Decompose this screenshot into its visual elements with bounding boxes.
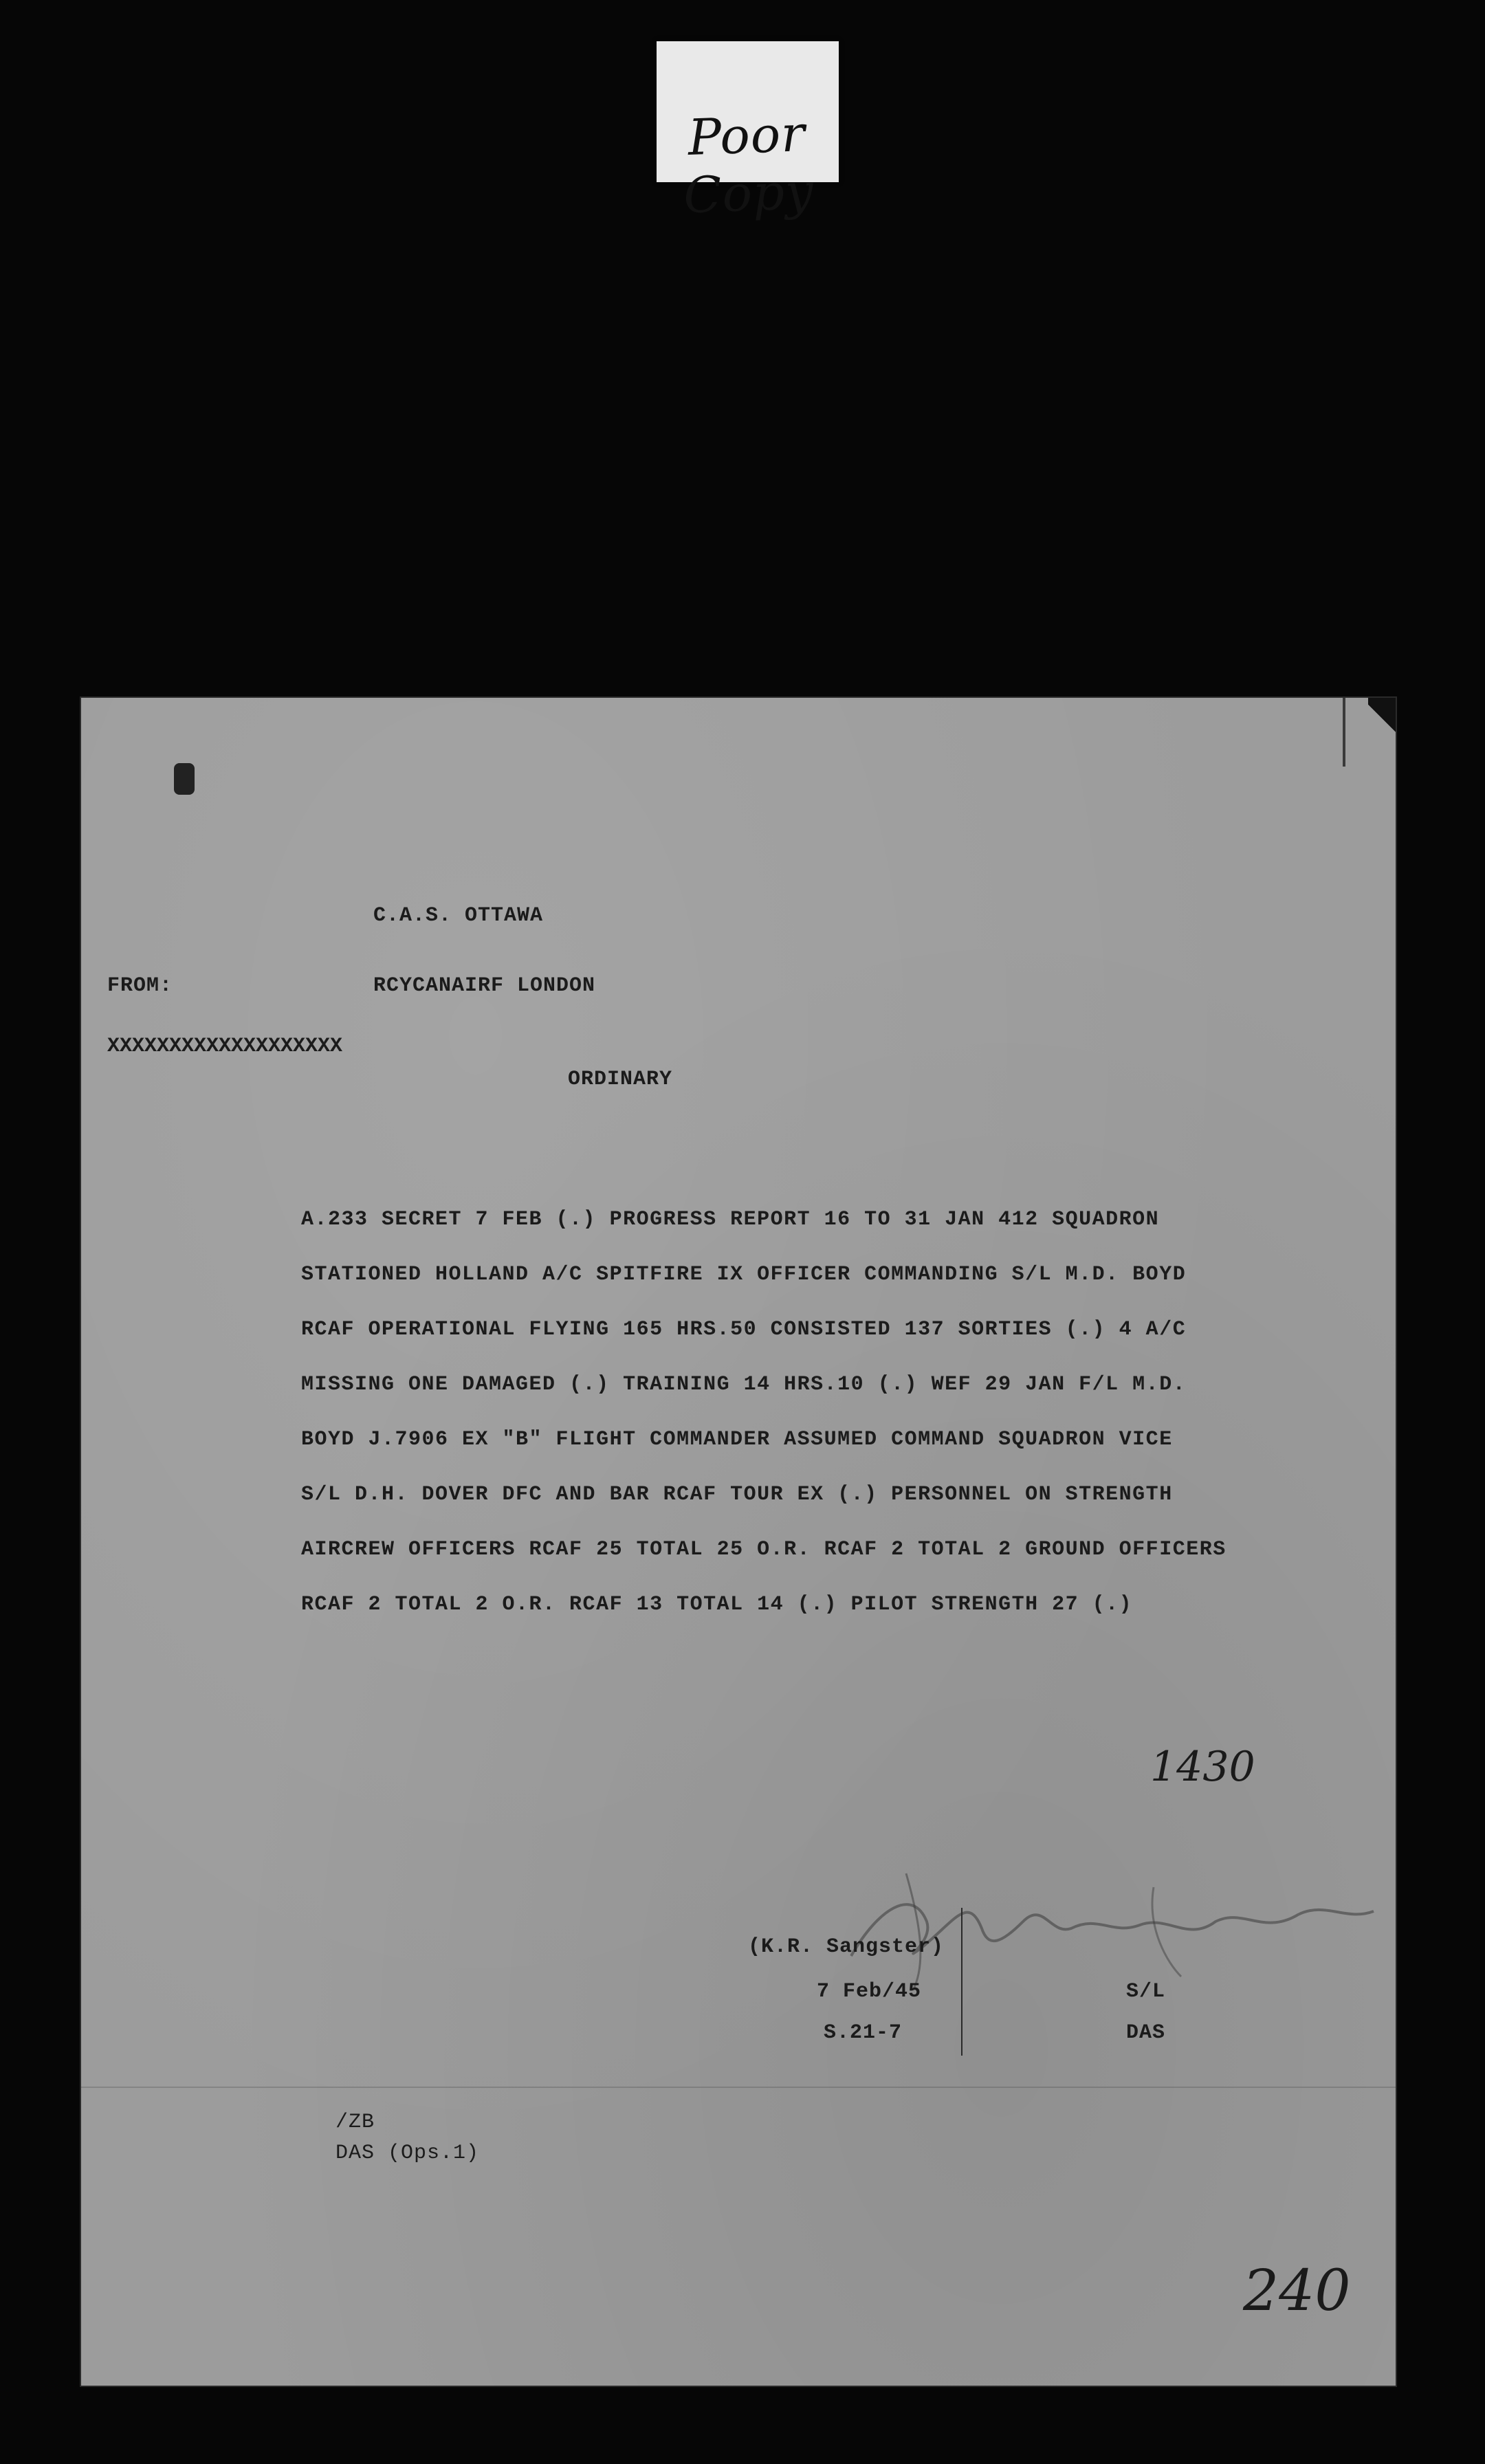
message-line: RCAF 2 TOTAL 2 O.R. RCAF 13 TOTAL 14 (.) PILOT STRENGTH 27 (.) — [301, 1593, 1133, 1616]
message-line: BOYD J.7906 EX "B" FLIGHT COMMANDER ASSUMED COMMAND SQUADRON VICE — [301, 1428, 1173, 1451]
signatory-name: (K.R. Sangster) — [748, 1935, 945, 1959]
message-line: A.233 SECRET 7 FEB (.) PROGRESS REPORT 16 TO 31 JAN 412 SQUADRON — [301, 1208, 1160, 1231]
message-line: MISSING ONE DAMAGED (.) TRAINING 14 HRS.10 (.) WEF 29 JAN F/L M.D. — [301, 1373, 1187, 1396]
page-corner-fold — [1368, 698, 1396, 739]
paper-crease — [81, 2087, 1396, 2088]
signature-ref: S.21-7 — [824, 2021, 903, 2045]
punch-hole-mark — [174, 763, 195, 795]
handwritten-page-number: 240 — [1243, 2258, 1351, 2324]
message-line: STATIONED HOLLAND A/C SPITFIRE IX OFFICER COMMANDING S/L M.D. BOYD — [301, 1263, 1187, 1286]
typist-initials: /ZB — [336, 2111, 375, 2134]
to-address: C.A.S. OTTAWA — [373, 904, 544, 927]
from-label: FROM: — [107, 974, 173, 998]
signatory-rank: S/L — [1126, 1980, 1166, 2003]
priority: ORDINARY — [568, 1068, 673, 1091]
signature-divider — [961, 1908, 962, 2056]
message-line: RCAF OPERATIONAL FLYING 165 HRS.50 CONSISTED 137 SORTIES (.) 4 A/C — [301, 1318, 1187, 1341]
signature-date: 7 Feb/45 — [817, 1980, 922, 2003]
message-line: S/L D.H. DOVER DFC AND BAR RCAF TOUR EX (.) PERSONNEL ON STRENGTH — [301, 1483, 1173, 1506]
document-page — [81, 698, 1396, 2386]
struck-line: XXXXXXXXXXXXXXXXXXX — [107, 1035, 343, 1058]
poor-copy-text: Poor Copy — [682, 104, 815, 225]
signatory-unit: DAS — [1126, 2021, 1166, 2045]
department: DAS (Ops.1) — [336, 2142, 480, 2165]
from-address: RCYCANAIRF LONDON — [373, 974, 596, 998]
edge-mark — [1343, 698, 1345, 767]
poor-copy-label — [657, 41, 839, 225]
handwritten-time: 1430 — [1150, 1743, 1255, 1791]
message-line: AIRCREW OFFICERS RCAF 25 TOTAL 25 O.R. RCAF 2 TOTAL 2 GROUND OFFICERS — [301, 1538, 1226, 1561]
